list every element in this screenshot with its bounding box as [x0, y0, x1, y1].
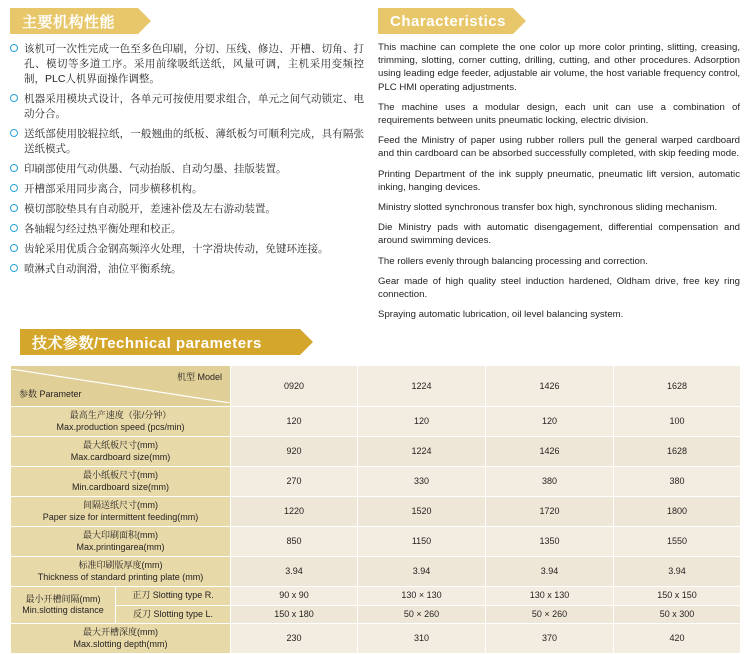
row-label: [11, 527, 231, 557]
circle-bullet-icon: [10, 204, 18, 212]
model-header-cell: 1224: [358, 366, 486, 407]
row-label-cn: 最大纸板尺寸(mm): [83, 440, 158, 451]
row-label-cn: 最大开槽深度(mm): [83, 627, 158, 638]
cell-value: 1520: [358, 497, 486, 527]
right-column: [378, 8, 740, 321]
cell-value: 50 × 260: [358, 605, 486, 624]
table-corner-cell: [11, 366, 231, 407]
cell-value: 1150: [358, 527, 486, 557]
cell-value: 920: [231, 437, 358, 467]
list-item: [10, 162, 364, 177]
characteristic-paragraph: Die Ministry pads with automatic disengagement, differential compensation and around swimming devices.: [378, 222, 740, 247]
list-item: [10, 262, 364, 277]
right-section-header: [378, 8, 740, 34]
cell-value: 120: [231, 407, 358, 437]
characteristic-paragraph: The machine uses a modular design, each unit can use a combination of requirements between units pneumatic locking, electric division.: [378, 101, 740, 127]
cell-value: 1628: [614, 437, 741, 467]
sub-row-label: 反刀 Slotting type L.: [116, 605, 231, 624]
list-item: [10, 242, 364, 257]
feature-text: 该机可一次性完成一色至多色印刷，分切、压线、修边、开槽、切角、打孔、模切等多道工序。采用前缘吸纸送纸，风量可调，主机采用变频控制，PLC人机界面操作调整。: [24, 43, 365, 85]
table-row: [11, 587, 741, 606]
cell-value: 150 x 150: [614, 587, 741, 606]
cell-value: 50 x 300: [614, 605, 741, 624]
characteristic-paragraph: Spraying automatic lubrication, oil level balancing system.: [378, 309, 624, 321]
feature-text: 模切部胶垫具有自动脱开，差速补偿及左右游动装置。: [24, 203, 276, 215]
table-row: [11, 605, 741, 624]
row-label: [11, 437, 231, 467]
table-row: [11, 407, 741, 437]
cell-value: 850: [231, 527, 358, 557]
row-label-cn: 最小纸板尺寸(mm): [83, 470, 158, 481]
table-row: [11, 467, 741, 497]
circle-bullet-icon: [10, 184, 18, 192]
characteristic-paragraph: Printing Department of the ink supply pneumatic, pneumatic lift version, automatic inking, hanging devices.: [378, 168, 740, 193]
tech-header-title: 技术参数/Technical parameters: [32, 334, 262, 352]
table-row: [11, 557, 741, 587]
cell-value: 3.94: [358, 557, 486, 587]
table-row: [11, 527, 741, 557]
cell-value: 3.94: [614, 557, 741, 587]
feature-text: 送纸部使用胶辊拉纸，一般翘曲的纸板、薄纸板匀可顺利完成，具有隔张送纸模式。: [24, 128, 365, 155]
characteristic-paragraph: Ministry slotted synchronous transfer box high, synchronous sliding mechanism.: [378, 202, 718, 214]
circle-bullet-icon: [10, 129, 18, 137]
tech-section-header: [20, 329, 740, 355]
list-item: [10, 42, 364, 87]
characteristic-paragraph: Gear made of high quality steel induction hardened, Oldham drive, free key ring connection.: [378, 275, 740, 301]
group-label-en: Min.slotting distance: [22, 605, 104, 616]
circle-bullet-icon: [10, 224, 18, 232]
cell-value: 370: [486, 624, 614, 654]
cell-value: 1426: [486, 437, 614, 467]
circle-bullet-icon: [10, 94, 18, 102]
list-item: [10, 92, 364, 122]
technical-parameters-section: [0, 329, 750, 654]
right-header-title: Characteristics: [390, 12, 506, 30]
cell-value: 50 × 260: [486, 605, 614, 624]
cell-value: 380: [486, 467, 614, 497]
row-label-en: Thickness of standard printing plate (mm): [37, 571, 204, 582]
list-item: [10, 182, 364, 197]
cell-value: 1350: [486, 527, 614, 557]
feature-text: 齿轮采用优质合金钢高频淬火处理，十字滑块传动，免键环连接。: [24, 243, 329, 255]
cell-value: 1800: [614, 497, 741, 527]
table-row: [11, 624, 741, 654]
table-row: [11, 437, 741, 467]
cell-value: 420: [614, 624, 741, 654]
row-label-en: Max.production speed (pcs/min): [56, 421, 185, 432]
row-label: [11, 407, 231, 437]
circle-bullet-icon: [10, 264, 18, 272]
row-label: [11, 467, 231, 497]
row-label-cn: 最大印刷面积(mm): [83, 530, 158, 541]
characteristic-paragraph: This machine can complete the one color up more color printing, slitting, creasing, trimming, slotting, corner cutting, drilling, cutting, and other procedures. Adsorption using leading edge feeder, adjustable air volume, the host variable frequency control, PLC HMI operating adjustments.: [378, 42, 740, 93]
circle-bullet-icon: [10, 244, 18, 252]
row-label-cn: 间隔送纸尺寸(mm): [83, 500, 158, 511]
row-label-en: Min.cardboard size(mm): [71, 481, 170, 492]
row-label-en: Paper size for intermittent feeding(mm): [42, 511, 199, 522]
cell-value: 120: [358, 407, 486, 437]
cell-value: 310: [358, 624, 486, 654]
left-column: [10, 8, 364, 321]
feature-text: 开槽部采用同步离合，同步横移机构。: [24, 183, 203, 195]
cell-value: 330: [358, 467, 486, 497]
sub-row-label: 正刀 Slotting type R.: [116, 587, 231, 606]
table-header-row: [11, 366, 741, 407]
cell-value: 90 x 90: [231, 587, 358, 606]
row-label-cn: 最高生产速度（张/分钟）: [69, 410, 172, 421]
corner-split: [11, 369, 230, 403]
group-label-cn: 最小开槽间隔(mm): [25, 593, 101, 604]
cell-value: 150 x 180: [231, 605, 358, 624]
row-label: [11, 497, 231, 527]
cell-value: 380: [614, 467, 741, 497]
cell-value: 120: [486, 407, 614, 437]
cell-value: 1220: [231, 497, 358, 527]
left-header-title: 主要机构性能: [22, 13, 116, 31]
slotting-group-label: [11, 587, 116, 624]
feature-text: 机器采用模块式设计，各单元可按使用要求组合，单元之间气动锁定、电动分合。: [24, 93, 365, 120]
row-label: [11, 557, 231, 587]
cell-value: 3.94: [486, 557, 614, 587]
row-label-en: Max.cardboard size(mm): [70, 451, 171, 462]
model-header-cell: 1426: [486, 366, 614, 407]
list-item: [10, 222, 364, 237]
table-row: [11, 497, 741, 527]
model-header-cell: 0920: [231, 366, 358, 407]
model-header-cell: 1628: [614, 366, 741, 407]
row-label-en: Max.slotting depth(mm): [73, 638, 168, 649]
cell-value: 130 x 130: [486, 587, 614, 606]
list-item: [10, 127, 364, 157]
specifications-table: [10, 365, 741, 654]
list-item: [10, 202, 364, 217]
circle-bullet-icon: [10, 44, 18, 52]
cell-value: 270: [231, 467, 358, 497]
cell-value: 100: [614, 407, 741, 437]
features-cn-list: [10, 42, 364, 277]
top-columns: [0, 0, 750, 321]
cell-value: 230: [231, 624, 358, 654]
characteristic-paragraph: Feed the Ministry of paper using rubber rollers pull the general warped cardboard and thin cardboard can be absorbed successfully completed, with skip feeding mode.: [378, 135, 740, 160]
characteristic-paragraph: The rollers evenly through balancing processing and correction.: [378, 255, 648, 267]
row-label-cn: 标准印刷版厚度(mm): [78, 560, 163, 571]
left-section-header: [10, 8, 364, 34]
corner-model-label: 机型 Model: [176, 372, 222, 383]
circle-bullet-icon: [10, 164, 18, 172]
cell-value: 1224: [358, 437, 486, 467]
feature-text: 印刷部使用气动供墨、气动抬版、自动匀墨、挂版装置。: [24, 163, 287, 175]
cell-value: 3.94: [231, 557, 358, 587]
row-label: [11, 624, 231, 654]
row-label-en: Max.printingarea(mm): [76, 541, 165, 552]
feature-text: 各轴辊匀经过热平衡处理和校正。: [24, 223, 182, 235]
cell-value: 130 × 130: [358, 587, 486, 606]
feature-text: 喷淋式自动润滑，油位平衡系统。: [24, 263, 182, 275]
cell-value: 1720: [486, 497, 614, 527]
corner-parameter-label: 参数 Parameter: [19, 388, 82, 399]
cell-value: 1550: [614, 527, 741, 557]
